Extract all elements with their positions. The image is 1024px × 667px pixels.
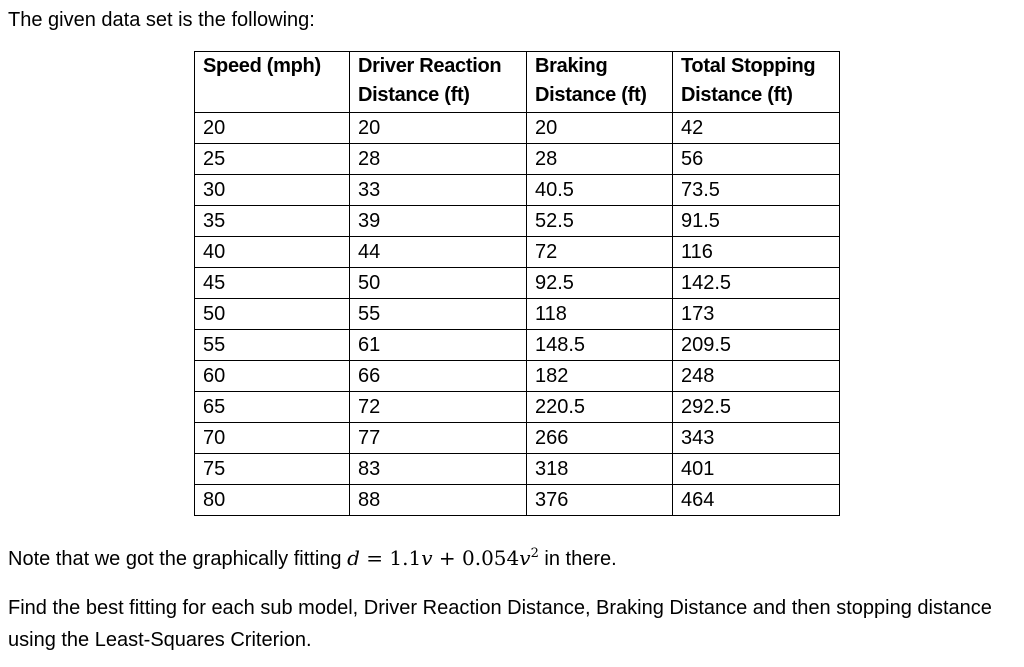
table-row <box>195 175 840 206</box>
table-row <box>195 237 840 268</box>
cell-total-stopping: 42 <box>673 113 840 144</box>
formula <box>347 546 539 570</box>
formula-var-v1: v <box>421 546 433 570</box>
cell-total-stopping: 173 <box>673 299 840 330</box>
table-row <box>195 361 840 392</box>
cell-driver-reaction: 44 <box>350 237 527 268</box>
cell-speed: 30 <box>195 175 350 206</box>
cell-driver-reaction: 83 <box>350 454 527 485</box>
formula-var-v2: v <box>519 546 531 570</box>
cell-driver-reaction: 61 <box>350 330 527 361</box>
table-row <box>195 454 840 485</box>
cell-speed: 60 <box>195 361 350 392</box>
formula-plus: + <box>432 546 462 570</box>
cell-total-stopping: 464 <box>673 485 840 516</box>
data-table <box>194 51 840 516</box>
table-row <box>195 113 840 144</box>
header-total-stopping: Total Stopping Distance (ft) <box>673 52 840 113</box>
table-body <box>195 113 840 516</box>
cell-speed: 75 <box>195 454 350 485</box>
formula-exponent: 2 <box>530 546 539 561</box>
table-row <box>195 299 840 330</box>
note-text <box>8 544 617 573</box>
cell-driver-reaction: 66 <box>350 361 527 392</box>
cell-speed: 45 <box>195 268 350 299</box>
table-row <box>195 206 840 237</box>
cell-braking: 266 <box>527 423 673 454</box>
cell-speed: 70 <box>195 423 350 454</box>
cell-driver-reaction: 72 <box>350 392 527 423</box>
formula-coef1: 1.1 <box>389 546 422 570</box>
cell-braking: 92.5 <box>527 268 673 299</box>
cell-total-stopping: 116 <box>673 237 840 268</box>
cell-speed: 50 <box>195 299 350 330</box>
cell-speed: 40 <box>195 237 350 268</box>
cell-driver-reaction: 88 <box>350 485 527 516</box>
cell-braking: 52.5 <box>527 206 673 237</box>
table-row <box>195 485 840 516</box>
cell-braking: 148.5 <box>527 330 673 361</box>
cell-total-stopping: 73.5 <box>673 175 840 206</box>
cell-total-stopping: 209.5 <box>673 330 840 361</box>
table-header-row <box>195 52 840 113</box>
header-speed: Speed (mph) <box>195 52 350 113</box>
header-braking: Braking Distance (ft) <box>527 52 673 113</box>
cell-braking: 318 <box>527 454 673 485</box>
cell-driver-reaction: 50 <box>350 268 527 299</box>
cell-driver-reaction: 20 <box>350 113 527 144</box>
cell-speed: 20 <box>195 113 350 144</box>
cell-braking: 28 <box>527 144 673 175</box>
cell-speed: 65 <box>195 392 350 423</box>
cell-braking: 220.5 <box>527 392 673 423</box>
cell-braking: 182 <box>527 361 673 392</box>
cell-braking: 72 <box>527 237 673 268</box>
formula-var-d: d <box>347 546 360 570</box>
cell-speed: 35 <box>195 206 350 237</box>
task-text: Find the best fitting for each sub model, Driver Reaction Distance, Braking Distance and then stopping distance using the Least-Squares Criterion. <box>8 597 992 651</box>
header-driver-reaction: Driver Reaction Distance (ft) <box>350 52 527 113</box>
table-row <box>195 392 840 423</box>
cell-braking: 40.5 <box>527 175 673 206</box>
cell-driver-reaction: 33 <box>350 175 527 206</box>
cell-speed: 55 <box>195 330 350 361</box>
table-row <box>195 268 840 299</box>
cell-speed: 80 <box>195 485 350 516</box>
note-prefix: Note that we got the graphically fitting <box>8 548 348 570</box>
cell-total-stopping: 142.5 <box>673 268 840 299</box>
cell-total-stopping: 56 <box>673 144 840 175</box>
cell-braking: 118 <box>527 299 673 330</box>
table-row <box>195 423 840 454</box>
cell-total-stopping: 91.5 <box>673 206 840 237</box>
cell-total-stopping: 401 <box>673 454 840 485</box>
cell-driver-reaction: 77 <box>350 423 527 454</box>
formula-coef2: 0.054 <box>462 546 520 570</box>
formula-equals: = <box>359 546 390 570</box>
cell-speed: 25 <box>195 144 350 175</box>
note-suffix: in there. <box>538 548 617 570</box>
cell-driver-reaction: 39 <box>350 206 527 237</box>
cell-driver-reaction: 55 <box>350 299 527 330</box>
table-row <box>195 330 840 361</box>
intro-text: The given data set is the following: <box>8 9 315 31</box>
cell-braking: 20 <box>527 113 673 144</box>
cell-total-stopping: 343 <box>673 423 840 454</box>
cell-total-stopping: 248 <box>673 361 840 392</box>
cell-total-stopping: 292.5 <box>673 392 840 423</box>
table-row <box>195 144 840 175</box>
cell-driver-reaction: 28 <box>350 144 527 175</box>
cell-braking: 376 <box>527 485 673 516</box>
